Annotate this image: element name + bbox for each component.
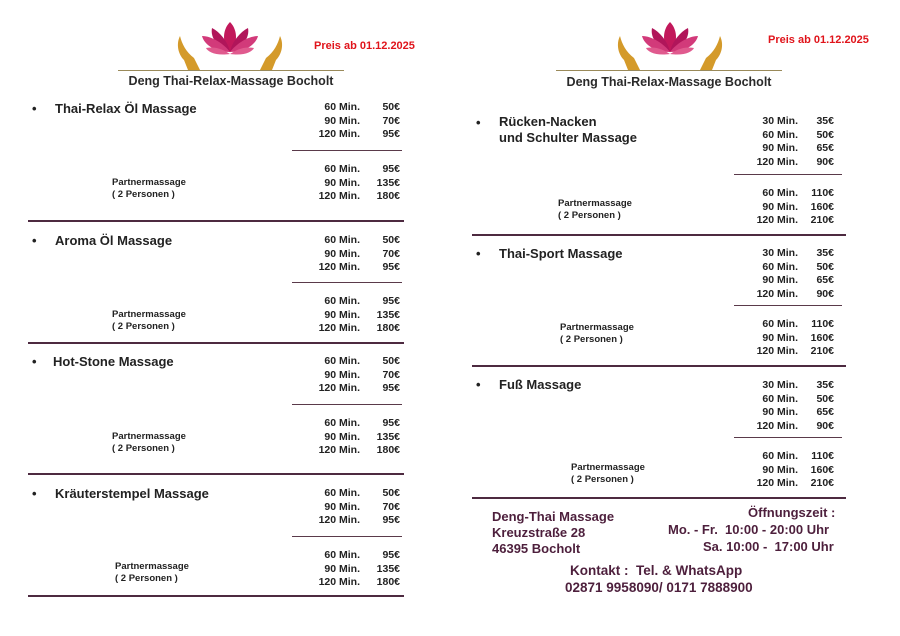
price-row	[296, 295, 400, 309]
price-row	[296, 322, 400, 336]
price: 110€	[811, 318, 834, 330]
price: 70€	[382, 114, 400, 127]
service-name: Kräuterstempel Massage	[55, 486, 209, 501]
partner-label: Partnermassage	[112, 177, 186, 188]
duration: 90 Min.	[324, 176, 360, 189]
divider	[292, 536, 402, 537]
logo-right	[610, 14, 730, 74]
price: 135€	[376, 176, 400, 189]
duration: 60 Min.	[324, 549, 360, 561]
price-list-partner	[296, 417, 400, 458]
price-row	[738, 406, 834, 420]
price: 90€	[816, 288, 834, 301]
price: 65€	[816, 274, 834, 287]
duration: 60 Min.	[324, 234, 360, 246]
opening-hours-weekdays: Mo. - Fr. 10:00 - 20:00 Uhr	[668, 522, 830, 537]
section-divider	[472, 365, 846, 367]
duration: 90 Min.	[762, 463, 798, 476]
partner-label: Partnermassage	[560, 322, 634, 333]
divider	[292, 150, 402, 151]
price: 95€	[382, 261, 400, 274]
service-name-line2: und Schulter Massage	[499, 130, 637, 145]
partner-sub: ( 2 Personen )	[112, 443, 175, 454]
price: 50€	[816, 260, 834, 273]
section-divider	[28, 220, 404, 222]
price-row	[296, 177, 400, 191]
price-row	[296, 549, 400, 563]
price: 180€	[376, 322, 400, 335]
price-list-single	[296, 101, 400, 142]
price-row	[738, 450, 834, 464]
price-row	[296, 115, 400, 129]
duration: 120 Min.	[318, 128, 360, 141]
duration: 60 Min.	[324, 355, 360, 367]
duration: 60 Min.	[324, 163, 360, 175]
bullet: •	[32, 354, 37, 369]
duration: 90 Min.	[324, 114, 360, 127]
price-row	[296, 309, 400, 323]
service-name-line1: Rücken-Nacken	[499, 114, 597, 129]
price-row	[738, 274, 834, 288]
price: 210€	[810, 477, 834, 490]
price-row	[296, 501, 400, 515]
duration: 120 Min.	[318, 190, 360, 203]
address-name: Deng-Thai Massage	[492, 509, 615, 524]
price: 210€	[810, 345, 834, 358]
price: 50€	[382, 355, 400, 367]
price: 65€	[816, 142, 834, 155]
duration: 60 Min.	[324, 101, 360, 113]
header-title-left: Deng Thai-Relax-Massage Bocholt	[128, 74, 334, 88]
price-row	[296, 576, 400, 590]
duration: 90 Min.	[324, 308, 360, 321]
price: 95€	[382, 382, 400, 395]
price: 160€	[810, 331, 834, 344]
price-list-single	[738, 379, 834, 434]
section-divider	[472, 234, 846, 236]
divider	[734, 305, 842, 306]
price-row	[296, 163, 400, 177]
duration: 60 Min.	[324, 417, 360, 429]
header-rule-left	[118, 70, 344, 71]
price-row	[296, 190, 400, 204]
price-row	[296, 382, 400, 396]
duration: 60 Min.	[762, 450, 798, 462]
price: 95€	[382, 514, 400, 527]
duration: 120 Min.	[318, 261, 360, 274]
price-row	[296, 369, 400, 383]
price: 135€	[376, 562, 400, 575]
price-list-partner	[296, 295, 400, 336]
duration: 90 Min.	[324, 368, 360, 381]
price: 110€	[811, 187, 834, 199]
price-list-single	[296, 234, 400, 275]
price: 95€	[382, 128, 400, 141]
price-row	[738, 201, 834, 215]
partner-sub: ( 2 Personen )	[115, 573, 178, 584]
price: 90€	[816, 420, 834, 433]
price-row	[738, 288, 834, 302]
duration: 60 Min.	[762, 318, 798, 330]
section-divider	[28, 595, 404, 597]
price: 50€	[816, 128, 834, 141]
service-name: Thai-Relax Öl Massage	[55, 101, 197, 116]
duration: 120 Min.	[318, 322, 360, 335]
price-row	[296, 563, 400, 577]
price-row	[738, 142, 834, 156]
price-date-left: Preis ab 01.12.2025	[314, 40, 415, 52]
duration: 120 Min.	[756, 420, 798, 433]
price-row	[296, 248, 400, 262]
price: 180€	[376, 576, 400, 589]
section-divider	[28, 473, 404, 475]
price-row	[738, 393, 834, 407]
bullet: •	[476, 115, 481, 130]
divider	[734, 437, 842, 438]
price-list-partner	[738, 450, 834, 491]
divider	[292, 404, 402, 405]
duration: 120 Min.	[756, 288, 798, 301]
price: 35€	[816, 379, 834, 391]
price-list-single	[296, 487, 400, 528]
duration: 90 Min.	[762, 142, 798, 155]
contact-label: Kontakt : Tel. & WhatsApp	[570, 563, 743, 578]
price-row	[738, 318, 834, 332]
price: 50€	[816, 392, 834, 405]
price-row	[296, 487, 400, 501]
price-row	[296, 417, 400, 431]
section-divider	[472, 497, 846, 499]
header-title-right: Deng Thai-Relax-Massage Bocholt	[566, 75, 772, 89]
price-list-single	[738, 115, 834, 170]
duration: 30 Min.	[762, 379, 798, 391]
service-name-line1: Thai-Sport Massage	[499, 246, 623, 261]
price-row	[738, 115, 834, 129]
price-row	[738, 464, 834, 478]
duration: 60 Min.	[324, 487, 360, 499]
duration: 30 Min.	[762, 247, 798, 259]
duration: 90 Min.	[324, 247, 360, 260]
price-row	[738, 345, 834, 359]
duration: 60 Min.	[762, 128, 798, 141]
price: 95€	[382, 549, 400, 561]
service-name-line1: Fuß Massage	[499, 377, 582, 392]
price-row	[738, 420, 834, 434]
duration: 120 Min.	[318, 576, 360, 589]
price: 160€	[810, 200, 834, 213]
price-row	[738, 477, 834, 491]
duration: 60 Min.	[762, 260, 798, 273]
duration: 120 Min.	[318, 444, 360, 457]
price: 50€	[382, 101, 400, 113]
service-name: Hot-Stone Massage	[53, 354, 174, 369]
price: 95€	[382, 163, 400, 175]
duration: 120 Min.	[318, 382, 360, 395]
service-name: Aroma Öl Massage	[55, 233, 173, 248]
partner-label: Partnermassage	[571, 462, 645, 473]
price-row	[738, 214, 834, 228]
price-list-partner	[738, 187, 834, 228]
price-row	[738, 379, 834, 393]
bullet: •	[476, 246, 481, 261]
price-row	[296, 128, 400, 142]
price-row	[296, 514, 400, 528]
address-city: 46395 Bocholt	[492, 541, 581, 556]
lotus-icon	[642, 22, 698, 55]
price: 110€	[811, 450, 834, 462]
price: 65€	[816, 406, 834, 419]
price: 90€	[816, 156, 834, 169]
price: 95€	[382, 295, 400, 307]
section-divider	[28, 342, 404, 344]
price-row	[738, 261, 834, 275]
price: 160€	[810, 463, 834, 476]
price-list-partner	[738, 318, 834, 359]
price-list-partner	[296, 163, 400, 204]
duration: 90 Min.	[762, 406, 798, 419]
divider	[734, 174, 842, 175]
price-list-partner	[296, 549, 400, 590]
address-street: Kreuzstraße 28	[492, 525, 586, 540]
price: 95€	[382, 417, 400, 429]
duration: 90 Min.	[324, 500, 360, 513]
partner-label: Partnermassage	[112, 431, 186, 442]
price: 210€	[810, 214, 834, 227]
bullet: •	[32, 486, 37, 501]
price-row	[296, 355, 400, 369]
duration: 120 Min.	[318, 514, 360, 527]
bullet: •	[476, 377, 481, 392]
price: 50€	[382, 487, 400, 499]
price-row	[296, 234, 400, 248]
partner-sub: ( 2 Personen )	[112, 189, 175, 200]
duration: 60 Min.	[324, 295, 360, 307]
price: 180€	[376, 444, 400, 457]
opening-hours-title: Öffnungszeit :	[748, 505, 836, 520]
price-row	[738, 332, 834, 346]
price-row	[738, 187, 834, 201]
partner-sub: ( 2 Personen )	[571, 474, 634, 485]
duration: 120 Min.	[756, 156, 798, 169]
partner-label: Partnermassage	[558, 198, 632, 209]
header-rule-right	[556, 70, 782, 71]
duration: 120 Min.	[756, 477, 798, 490]
duration: 30 Min.	[762, 115, 798, 127]
partner-label: Partnermassage	[112, 309, 186, 320]
divider	[292, 282, 402, 283]
contact-phones[interactable]: 02871 9958090/ 0171 7888900	[565, 580, 753, 595]
duration: 120 Min.	[756, 214, 798, 227]
duration: 90 Min.	[762, 274, 798, 287]
price: 70€	[382, 368, 400, 381]
partner-label: Partnermassage	[115, 561, 189, 572]
price-row	[296, 101, 400, 115]
price-row	[738, 129, 834, 143]
lotus-icon	[202, 22, 258, 55]
price-row	[296, 431, 400, 445]
price-row	[738, 156, 834, 170]
duration: 90 Min.	[324, 562, 360, 575]
duration: 120 Min.	[756, 345, 798, 358]
duration: 90 Min.	[324, 430, 360, 443]
price: 50€	[382, 234, 400, 246]
duration: 60 Min.	[762, 187, 798, 199]
price-list-single	[738, 247, 834, 302]
price: 135€	[376, 430, 400, 443]
price-row	[738, 247, 834, 261]
price-row	[296, 261, 400, 275]
bullet: •	[32, 101, 37, 116]
duration: 90 Min.	[762, 200, 798, 213]
partner-sub: ( 2 Personen )	[558, 210, 621, 221]
price: 180€	[376, 190, 400, 203]
price: 35€	[816, 115, 834, 127]
logo-left	[170, 14, 290, 74]
price-date-right: Preis ab 01.12.2025	[768, 34, 869, 46]
price: 135€	[376, 308, 400, 321]
bullet: •	[32, 233, 37, 248]
partner-sub: ( 2 Personen )	[560, 334, 623, 345]
partner-sub: ( 2 Personen )	[112, 321, 175, 332]
price: 35€	[816, 247, 834, 259]
price-row	[296, 444, 400, 458]
price-list-single	[296, 355, 400, 396]
duration: 60 Min.	[762, 392, 798, 405]
duration: 90 Min.	[762, 331, 798, 344]
price: 70€	[382, 500, 400, 513]
price: 70€	[382, 247, 400, 260]
opening-hours-saturday: Sa. 10:00 - 17:00 Uhr	[703, 539, 834, 554]
